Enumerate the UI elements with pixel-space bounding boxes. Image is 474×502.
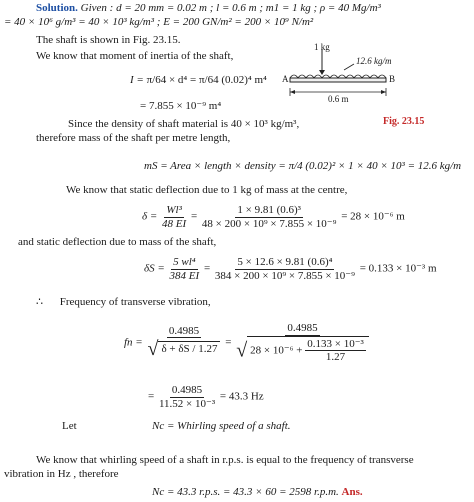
figure-b-label: B xyxy=(389,74,396,84)
deltas-num2: 5 × 12.6 × 9.81 (0.6)⁴ xyxy=(237,256,333,268)
shaft-figure xyxy=(282,44,402,114)
density-line-2: therefore mass of the shaft per metre length, xyxy=(36,132,231,144)
figure-length-label: 0.6 m xyxy=(328,94,349,104)
fn-eq2: = xyxy=(225,336,232,349)
static-intro: We know that static deflection due to 1 kg of mass at the centre, xyxy=(66,184,348,196)
fn-result: = 43.3 Hz xyxy=(219,390,264,403)
therefore-symbol: ∴ xyxy=(36,296,43,308)
deltas-den: 384 EI xyxy=(169,269,200,282)
nc-definition: Nc = Whirling speed of a shaft. xyxy=(152,420,291,432)
sqrt-symbol-1: √ xyxy=(147,338,159,361)
static-mass-intro: and static deflection due to mass of the shaft, xyxy=(18,236,217,248)
answer-label: Ans. xyxy=(341,486,363,498)
nc-final: Nc = 43.3 r.p.s. = 43.3 × 60 = 2598 r.p.m. xyxy=(152,486,339,498)
deltas-equation xyxy=(144,256,437,282)
delta-fraction-2 xyxy=(200,204,339,230)
delta-den2: 48 × 200 × 10⁹ × 7.855 × 10⁻⁹ xyxy=(201,217,337,230)
fn-num2: 0.4985 xyxy=(287,322,318,334)
fn-rad1: δ + δS / 1.27 xyxy=(158,341,220,356)
deltas-den2: 384 × 200 × 10⁹ × 7.855 × 10⁻⁹ xyxy=(214,269,355,282)
let-label: Let xyxy=(62,420,77,432)
moment-intro-text: We know that moment of inertia of the shaft, xyxy=(36,50,234,62)
I-result: = 7.855 × 10⁻⁹ m⁴ xyxy=(140,100,222,112)
figure-caption: Fig. 23.15 xyxy=(383,116,425,127)
fn-num1: 0.4985 xyxy=(168,324,200,337)
deltas-num: 5 wl⁴ xyxy=(173,256,196,268)
delta-eq: = xyxy=(190,210,198,223)
fn-final-equation xyxy=(148,384,264,410)
given-text-1: Given : d = 20 mm = 0.02 m ; l = 0.6 m ; m1 = 1 kg ; ρ = 40 Mg/m³ xyxy=(80,2,381,14)
I-expr1: π/64 × d⁴ = xyxy=(146,74,197,86)
sqrt-symbol-2: √ xyxy=(236,339,248,362)
figure-mass-label: 1 kg xyxy=(314,42,330,52)
moment-equation xyxy=(130,74,267,87)
delta-num: Wl³ xyxy=(166,204,182,216)
deltas-fraction-1 xyxy=(168,256,202,282)
fn-num3: 0.4985 xyxy=(171,384,203,396)
deltas-result: = 0.133 × 10⁻³ m xyxy=(359,262,437,275)
freq-intro: Frequency of transverse vibration, xyxy=(59,296,211,308)
figure-a-label: A xyxy=(282,74,289,84)
I-expr2: π/64 (0.02)⁴ m⁴ xyxy=(198,74,267,86)
fn-den1 xyxy=(145,338,222,361)
fn-eq3: = xyxy=(148,390,155,403)
delta-fraction-1 xyxy=(160,204,188,230)
nc-final-line xyxy=(152,486,363,499)
delta-den: 48 EI xyxy=(162,217,187,230)
I-lhs: I = xyxy=(130,74,144,86)
fn-fraction-3 xyxy=(157,384,217,410)
fn-lhs: fn = xyxy=(124,336,143,349)
whirl-line-1: We know that whirling speed of a shaft in r.p.s. is equal to the frequency of transverse xyxy=(36,454,414,466)
given-text-2: = 40 × 10⁶ g/m³ = 40 × 10³ kg/m³ ; E = 200 GN/m² = 200 × 10⁹ N/m² xyxy=(4,16,314,28)
delta-result: = 28 × 10⁻⁶ m xyxy=(341,210,405,223)
fn-equation xyxy=(124,322,371,364)
density-line-1: Since the density of shaft material is 40 × 10³ kg/m³, xyxy=(68,118,300,130)
fn-rad2b-den: 1.27 xyxy=(325,351,346,364)
fn-rad2-fraction xyxy=(305,338,366,364)
given-line-1 xyxy=(36,2,381,15)
shaft-shown-text: The shaft is shown in Fig. 23.15. xyxy=(36,34,181,46)
whirl-line-2: vibration in Hz , therefore xyxy=(4,468,119,480)
delta-num2: 1 × 9.81 (0.6)³ xyxy=(237,204,301,216)
deltas-lhs: δS = xyxy=(144,262,165,275)
mass-equation: mS = Area × length × density = π/4 (0.02)² × 1 × 40 × 10³ = 12.6 kg/m xyxy=(144,160,462,172)
deltas-eq: = xyxy=(203,262,211,275)
given-line-2 xyxy=(4,16,313,29)
fn-fraction-1 xyxy=(145,325,222,362)
fn-rad2 xyxy=(247,336,369,364)
figure-load-label: 12.6 kg/m xyxy=(356,56,392,66)
fn-rad2a: 28 × 10⁻⁶ + xyxy=(250,344,303,357)
delta-equation xyxy=(142,204,405,230)
fn-den2 xyxy=(234,336,371,364)
delta-lhs: δ = xyxy=(142,210,158,223)
freq-intro-line xyxy=(36,296,211,309)
deltas-fraction-2 xyxy=(213,256,357,282)
fn-den3: 11.52 × 10⁻³ xyxy=(158,397,216,410)
solution-label: Solution. xyxy=(36,2,78,14)
fn-rad2b-num: 0.133 × 10⁻³ xyxy=(307,337,364,350)
fn-fraction-2 xyxy=(234,322,371,364)
